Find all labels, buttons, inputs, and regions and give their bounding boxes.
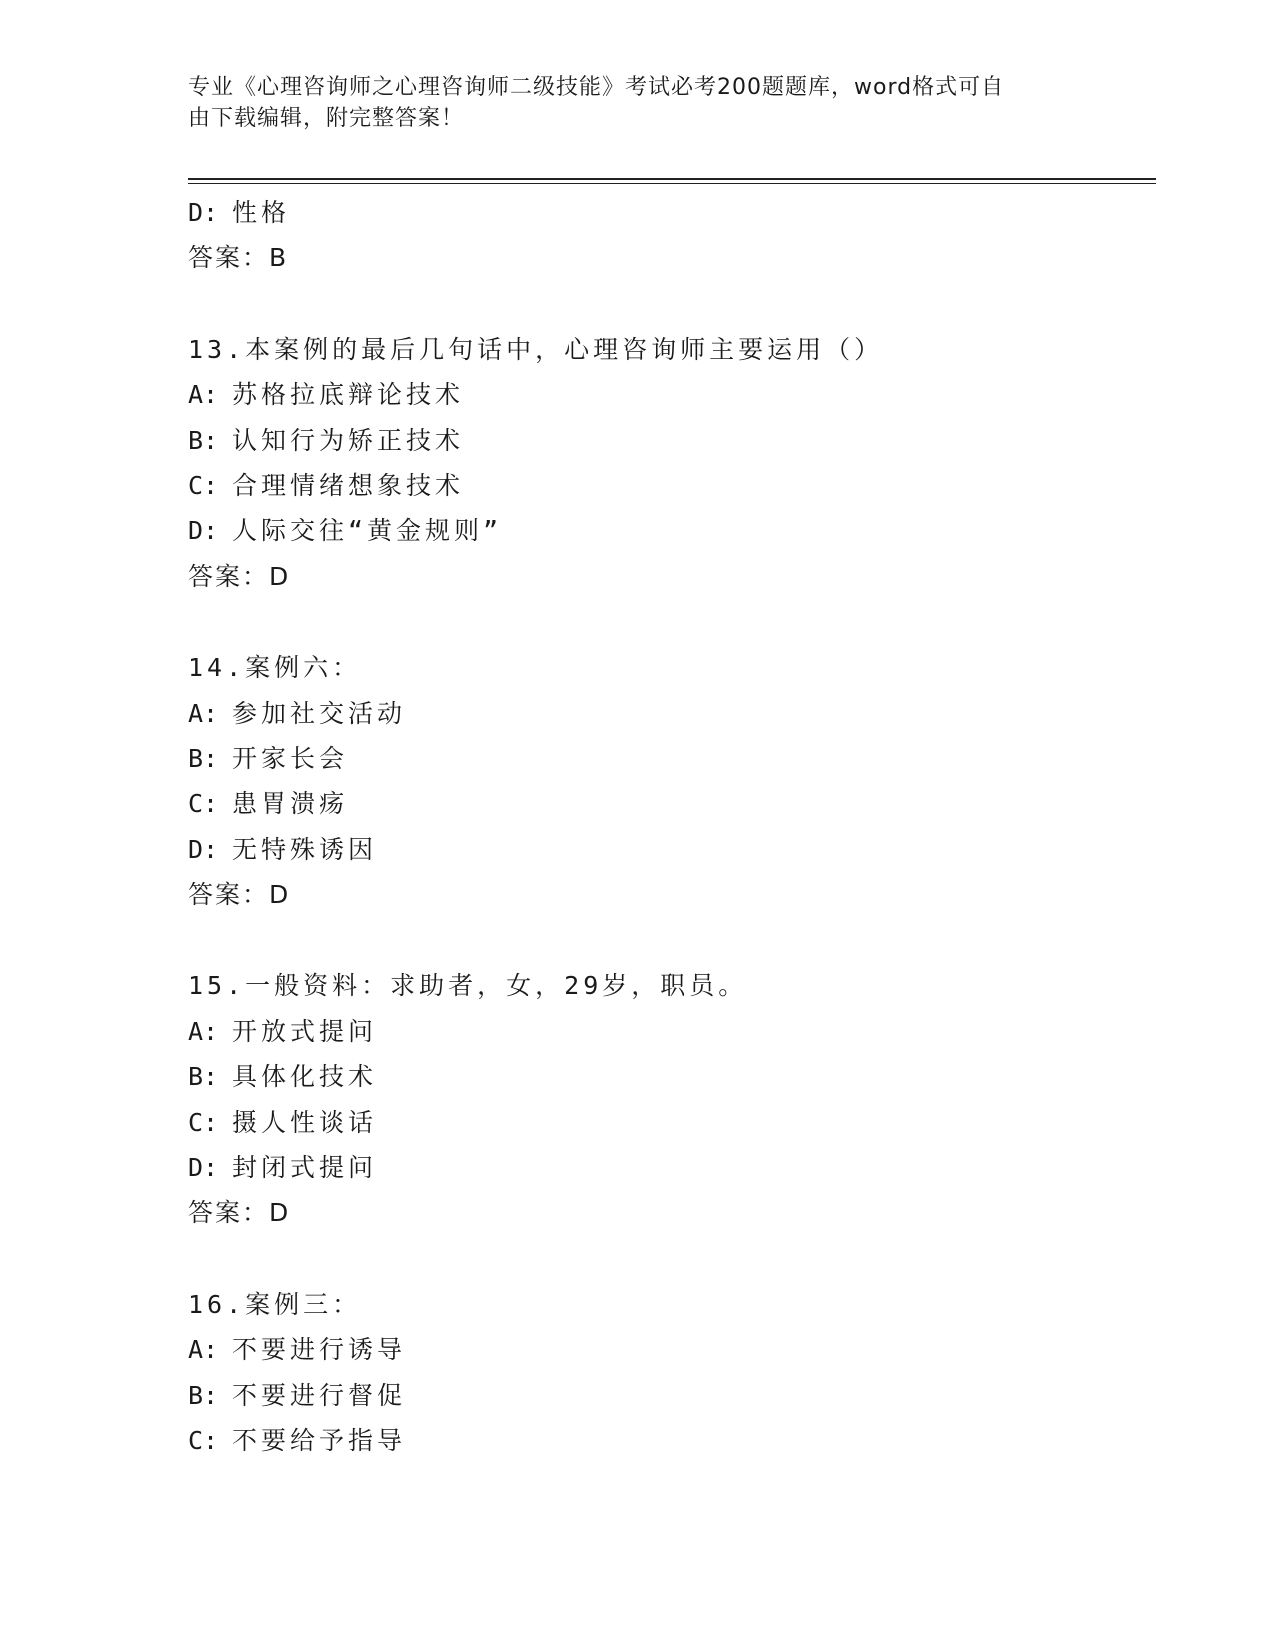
- option-c: [188, 781, 1148, 826]
- answer-line: 答案：D: [188, 561, 291, 591]
- option-letter: B:: [188, 1380, 219, 1410]
- option-text: 封闭式提问: [232, 1153, 378, 1183]
- spacer: [188, 1236, 1148, 1282]
- option-d: [188, 1145, 1148, 1190]
- header-line-1: 专业《心理咨询师之心理咨询师二级技能》考试必考200题题库，word格式可自: [188, 75, 1005, 100]
- question-list: [188, 190, 1148, 1463]
- header-rule-thin: [188, 183, 1156, 184]
- option-text: 开放式提问: [232, 1016, 378, 1046]
- header-line-2: 由下载编辑，附完整答案！: [188, 106, 465, 131]
- header-rule-thick: [188, 178, 1156, 180]
- option-text: 合理情绪想象技术: [232, 470, 465, 500]
- option-letter: D:: [188, 198, 219, 227]
- option-text: 苏格拉底辩论技术: [232, 380, 465, 410]
- question-stem: 14.案例六：: [188, 653, 362, 683]
- option-text: 摄人性谈话: [232, 1107, 378, 1137]
- option-text: 人际交往“黄金规则”: [232, 516, 503, 546]
- spacer: [188, 599, 1148, 645]
- option-a: [188, 1327, 1148, 1372]
- option-text: 不要进行诱导: [232, 1335, 407, 1365]
- option-letter: D:: [188, 516, 219, 546]
- option-c: [188, 1100, 1148, 1145]
- question-stem: 16.案例三：: [188, 1289, 362, 1319]
- option-text: 性格: [232, 198, 291, 227]
- option-letter: C:: [188, 1425, 219, 1455]
- option-letter: B:: [188, 743, 219, 773]
- option-text: 无特殊诱因: [232, 834, 378, 864]
- option-b: [188, 1373, 1148, 1418]
- option-letter: C:: [188, 1107, 219, 1137]
- option-letter: A:: [188, 1335, 219, 1365]
- option-b: [188, 1054, 1148, 1099]
- option-letter: C:: [188, 789, 219, 819]
- option-text: 认知行为矫正技术: [232, 425, 465, 455]
- answer-line: 答案：B: [188, 243, 289, 273]
- option-letter: A:: [188, 1016, 219, 1046]
- document-header: [188, 72, 1088, 134]
- option-b: [188, 736, 1148, 781]
- question-stem: 13.本案例的最后几句话中，心理咨询师主要运用（）: [188, 334, 884, 364]
- spacer: [188, 281, 1148, 327]
- spacer: [188, 917, 1148, 963]
- option-letter: A:: [188, 698, 219, 728]
- option-a: [188, 372, 1148, 417]
- option-letter: A:: [188, 380, 219, 410]
- option-letter: C:: [188, 470, 219, 500]
- option-d: [188, 508, 1148, 553]
- question-stem: 15.一般资料：求助者，女，29岁，职员。: [188, 971, 748, 1001]
- option-b: [188, 418, 1148, 463]
- option-c: [188, 463, 1148, 508]
- option-d: [188, 827, 1148, 872]
- option-text: 开家长会: [232, 743, 349, 773]
- option-text: 患胃溃疡: [232, 789, 349, 819]
- option-letter: B:: [188, 1062, 219, 1092]
- option-text: 具体化技术: [232, 1062, 378, 1092]
- option-c: [188, 1418, 1148, 1463]
- option-text: 不要给予指导: [232, 1425, 407, 1455]
- option-d: [188, 190, 1148, 235]
- option-a: [188, 1009, 1148, 1054]
- answer-line: 答案：D: [188, 880, 291, 910]
- option-letter: B:: [188, 425, 219, 455]
- option-letter: D:: [188, 1153, 219, 1183]
- option-text: 不要进行督促: [232, 1380, 407, 1410]
- answer-line: 答案：D: [188, 1198, 291, 1228]
- option-letter: D:: [188, 834, 219, 864]
- option-text: 参加社交活动: [232, 698, 407, 728]
- option-a: [188, 691, 1148, 736]
